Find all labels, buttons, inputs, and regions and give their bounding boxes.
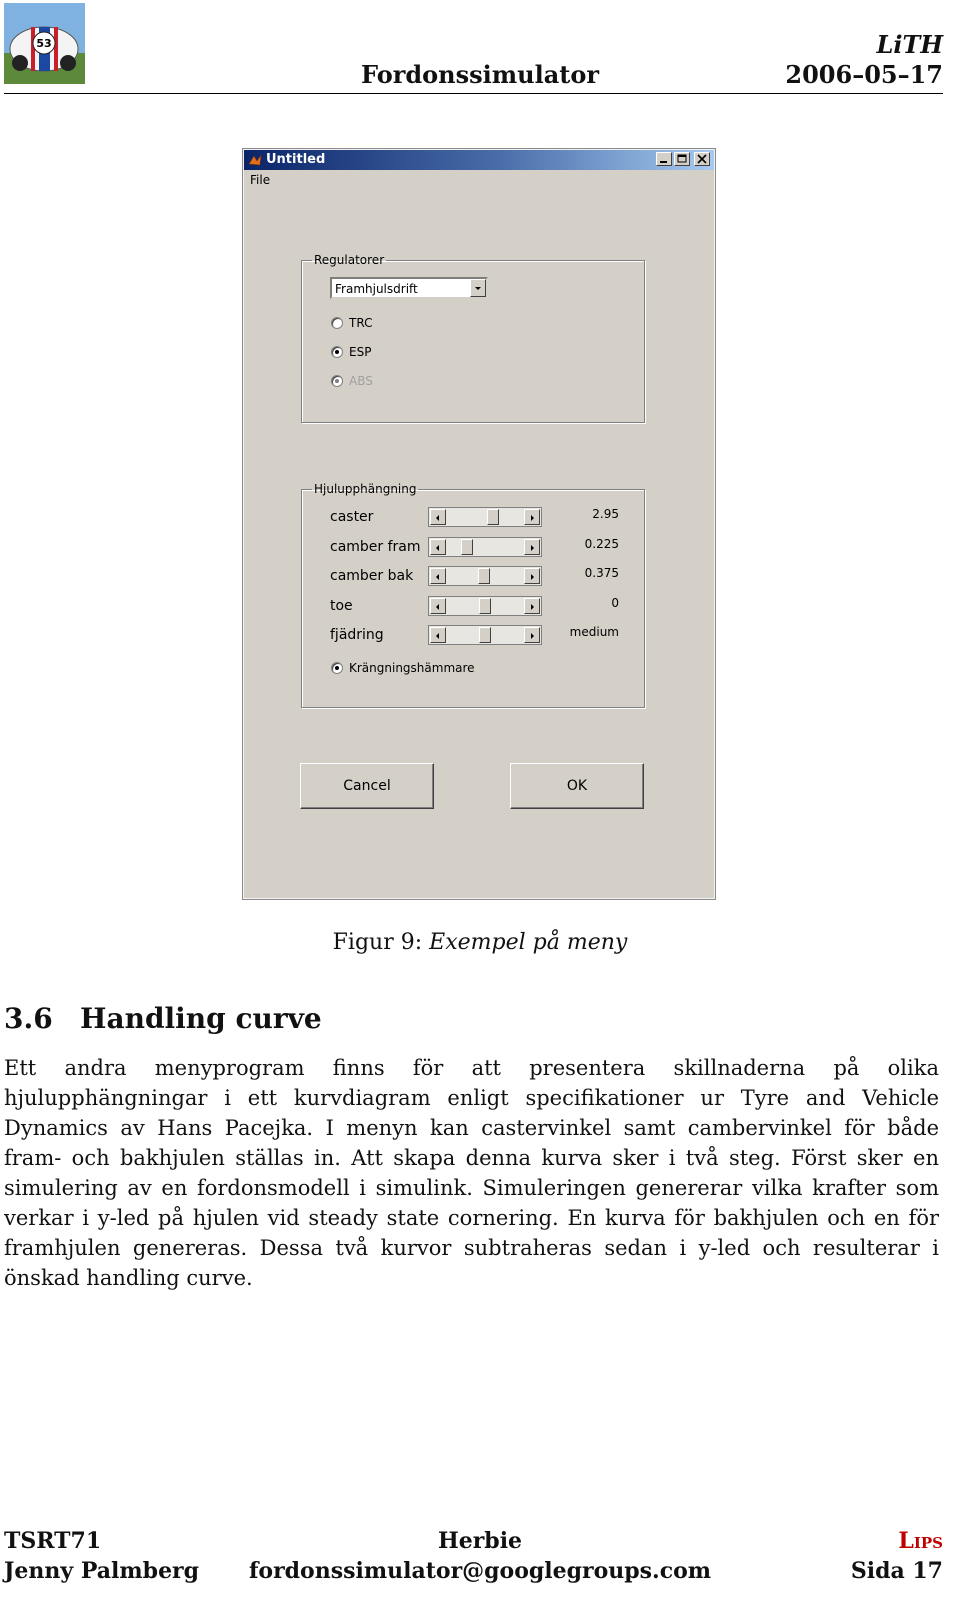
footer-author: Jenny Palmberg	[4, 1558, 200, 1584]
header-rule	[4, 93, 943, 94]
slider-right-arrow[interactable]	[524, 539, 540, 555]
radio-dot	[331, 375, 343, 387]
radio-dot	[331, 662, 343, 674]
regulatorer-legend: Regulatorer	[314, 253, 385, 267]
header-title: Fordonssimulator	[360, 60, 599, 89]
dropdown-value: Framhjulsdrift	[335, 282, 418, 296]
slider-fjadring[interactable]	[428, 625, 542, 645]
footer-group: Lips	[898, 1528, 943, 1554]
radio-label: Krängningshämmare	[349, 661, 475, 675]
radio-label: ABS	[349, 374, 373, 388]
menu-bar	[244, 171, 714, 191]
slider-thumb[interactable]	[479, 598, 491, 614]
menu-window	[242, 148, 716, 900]
radio-label: TRC	[349, 316, 373, 330]
slider-label-caster: caster	[330, 509, 374, 525]
header-date: 2006–05–17	[785, 60, 943, 89]
maximize-button[interactable]	[674, 152, 690, 166]
arrow-left-icon	[431, 511, 445, 525]
footer-course: TSRT71	[4, 1528, 102, 1554]
figure-caption	[0, 930, 960, 955]
radio-label: ESP	[349, 345, 372, 359]
header-org: LiTH	[876, 30, 943, 59]
slider-left-arrow[interactable]	[430, 598, 446, 614]
cancel-button[interactable]: Cancel	[300, 763, 434, 809]
caption-text: Exempel på meny	[429, 930, 628, 955]
minimize-button[interactable]	[656, 152, 672, 166]
slider-value-camber-fram: 0.225	[584, 537, 619, 551]
arrow-right-icon	[525, 600, 539, 614]
slider-right-arrow[interactable]	[524, 627, 540, 643]
slider-value-fjadring: medium	[569, 625, 619, 639]
slider-label-camber-fram: camber fram	[330, 539, 421, 555]
slider-left-arrow[interactable]	[430, 568, 446, 584]
page-header	[0, 0, 960, 100]
slider-label-camber-bak: camber bak	[330, 568, 414, 584]
footer-project: Herbie	[437, 1528, 523, 1554]
arrow-left-icon	[431, 541, 445, 555]
minimize-icon	[657, 153, 671, 165]
dropdown-arrow-button[interactable]	[470, 279, 486, 297]
arrow-right-icon	[525, 629, 539, 643]
section-number: 3.6	[4, 1002, 53, 1035]
slider-camber-bak[interactable]	[428, 566, 542, 586]
matlab-icon	[248, 153, 262, 167]
body-paragraph: Ett andra menyprogram finns för att presentera skillnaderna på olika hjulupphängningar i ett kurvdiagram enligt specifikationer ur Tyre and Vehicle Dynamics av Hans Pacejka. I menyn kan castervinkel samt cambervinkel för både fram- och bakhjulen ställas in. Att skapa denna kurva sker i två steg. Först sker en simulering av en fordonsmodell i simulink. Simuleringen genererar vilka krafter som verkar i y-led på hjulen vid steady state cornering. En kurva för bakhjulen och en för framhjulen genereras. Dessa två kurvor subtraheras sedan i y-led och resulterar i önskad handling curve.	[4, 1056, 939, 1290]
slider-left-arrow[interactable]	[430, 509, 446, 525]
close-icon	[695, 153, 709, 165]
slider-label-fjadring: fjädring	[330, 627, 384, 643]
arrow-right-icon	[525, 511, 539, 525]
drivetrain-dropdown[interactable]	[330, 277, 488, 299]
slider-right-arrow[interactable]	[524, 568, 540, 584]
slider-value-camber-bak: 0.375	[584, 566, 619, 580]
slider-label-toe: toe	[330, 598, 353, 614]
arrow-left-icon	[431, 600, 445, 614]
slider-left-arrow[interactable]	[430, 539, 446, 555]
close-button[interactable]	[694, 152, 710, 166]
menu-file[interactable]: File	[250, 173, 271, 187]
section-heading	[4, 1002, 322, 1035]
slider-camber-fram[interactable]	[428, 537, 542, 557]
hjulupphangning-legend: Hjulupphängning	[314, 482, 417, 496]
footer-page-number: Sida 17	[850, 1558, 943, 1584]
radio-dot	[331, 346, 343, 358]
herbie-car-logo	[4, 3, 85, 84]
caption-prefix: Figur 9:	[332, 930, 423, 955]
arrow-left-icon	[431, 629, 445, 643]
chevron-down-icon	[471, 280, 485, 296]
arrow-right-icon	[525, 541, 539, 555]
slider-left-arrow[interactable]	[430, 627, 446, 643]
footer-email: fordonssimulator@googlegroups.com	[248, 1558, 712, 1584]
slider-right-arrow[interactable]	[524, 598, 540, 614]
window-titlebar[interactable]	[244, 150, 714, 170]
slider-thumb[interactable]	[479, 627, 491, 643]
ok-button[interactable]: OK	[510, 763, 644, 809]
slider-value-caster: 2.95	[592, 507, 619, 521]
arrow-right-icon	[525, 570, 539, 584]
slider-thumb[interactable]	[478, 568, 490, 584]
slider-toe[interactable]	[428, 596, 542, 616]
window-title: Untitled	[266, 152, 326, 167]
logo-number: 53	[36, 37, 52, 50]
section-title: Handling curve	[80, 1002, 322, 1035]
slider-thumb[interactable]	[487, 509, 499, 525]
slider-thumb[interactable]	[461, 539, 473, 555]
arrow-left-icon	[431, 570, 445, 584]
slider-value-toe: 0	[611, 596, 619, 610]
slider-right-arrow[interactable]	[524, 509, 540, 525]
radio-dot	[331, 317, 343, 329]
slider-caster[interactable]	[428, 507, 542, 527]
maximize-icon	[675, 153, 689, 165]
